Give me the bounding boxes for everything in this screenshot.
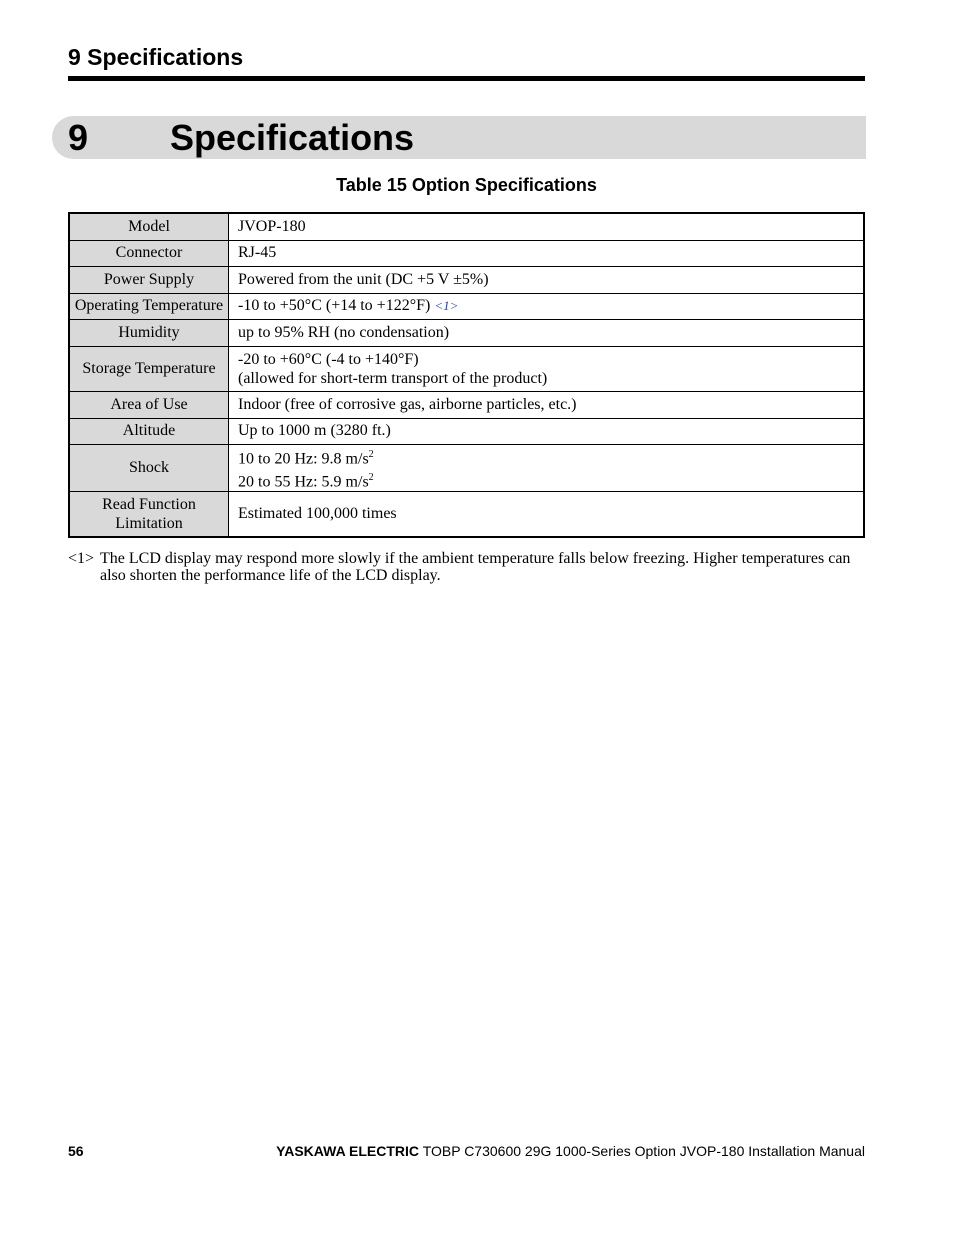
row-value-shock xyxy=(229,444,865,492)
footnote-text: The LCD display may respond more slowly if the ambient temperature falls below freezing. Higher temperatures can also shorten the performance life of the LCD display. xyxy=(100,550,851,584)
table-row xyxy=(69,293,864,319)
superscript-exponent: 2 xyxy=(368,471,374,483)
storage-temperature-line-2: (allowed for short-term transport of the product) xyxy=(238,369,548,387)
footnote xyxy=(68,550,865,584)
storage-temperature-line-1: -20 to +60°C (-4 to +140°F) xyxy=(238,350,419,368)
running-header-title: 9 Specifications xyxy=(68,44,244,70)
row-label-read-function-limitation: Read Function Limitation xyxy=(69,492,229,537)
table-row xyxy=(69,418,864,444)
operating-temperature-value: -10 to +50°C (+14 to +122°F) xyxy=(238,297,431,314)
table-row xyxy=(69,319,864,346)
row-label-altitude: Altitude xyxy=(69,418,229,444)
row-label-connector: Connector xyxy=(69,240,229,266)
row-value-area-of-use: Indoor (free of corrosive gas, airborne particles, etc.) xyxy=(229,391,865,418)
row-value-operating-temperature xyxy=(229,293,865,319)
row-label-storage-temperature: Storage Temperature xyxy=(69,346,229,391)
shock-line-2: 20 to 55 Hz: 5.9 $m/s^2$ xyxy=(238,471,374,491)
row-value-read-function-limitation: Estimated 100,000 times xyxy=(229,492,865,537)
footer-document-title: TOBP C730600 29G 1000-Series Option JVOP-180 Installation Manual xyxy=(422,1143,865,1159)
footnote-mark: <1> xyxy=(68,550,95,567)
page-number: 56 xyxy=(68,1143,84,1159)
footnote-reference-link[interactable]: <1> xyxy=(434,298,459,313)
table-row xyxy=(69,266,864,293)
table-caption: Table 15 Option Specifications xyxy=(336,175,597,195)
row-value-storage-temperature xyxy=(229,346,865,391)
footer-company: YASKAWA ELECTRIC xyxy=(276,1143,420,1159)
header-rule xyxy=(68,76,865,81)
superscript-exponent: 2 xyxy=(368,448,374,460)
row-label-operating-temperature: Operating Temperature xyxy=(69,293,229,319)
shock-line-1: 10 to 20 Hz: 9.8 $m/s^2$ xyxy=(238,448,374,467)
row-label-area-of-use: Area of Use xyxy=(69,391,229,418)
table-row xyxy=(69,346,864,391)
row-label-power-supply: Power Supply xyxy=(69,266,229,293)
table-row xyxy=(69,444,864,492)
row-value-altitude: Up to 1000 m (3280 ft.) xyxy=(229,418,865,444)
table-row xyxy=(69,391,864,418)
section-number: 9 xyxy=(68,117,89,158)
row-label-model: Model xyxy=(69,213,229,240)
row-value-model: JVOP-180 xyxy=(229,213,865,240)
table-row xyxy=(69,492,864,537)
row-label-shock: Shock xyxy=(69,444,229,492)
section-title: Specifications xyxy=(170,117,415,158)
table-row xyxy=(69,240,864,266)
row-label-humidity: Humidity xyxy=(69,319,229,346)
row-value-humidity: up to 95% RH (no condensation) xyxy=(229,319,865,346)
row-value-power-supply: Powered from the unit (DC +5 V ±5%) xyxy=(229,266,865,293)
footer-document-info xyxy=(276,1143,865,1159)
table-row xyxy=(69,213,864,240)
option-specifications-table xyxy=(68,212,865,538)
row-value-connector: RJ-45 xyxy=(229,240,865,266)
